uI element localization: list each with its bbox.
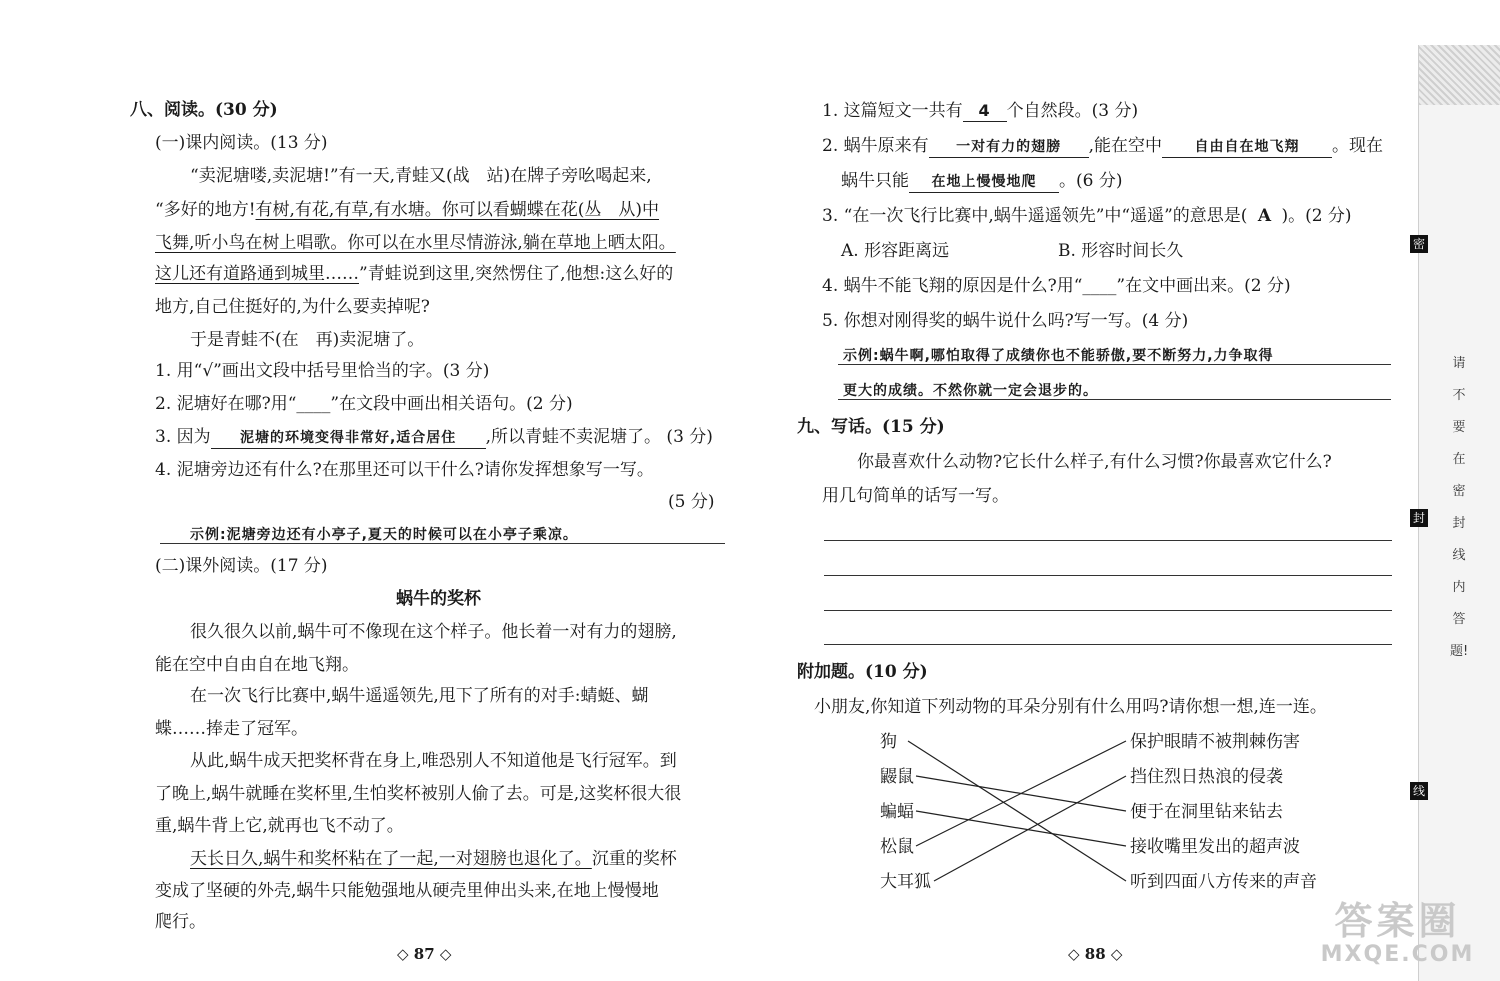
story-line4: 蝶……捧走了冠军。 [155,719,308,739]
right-question2-cont-suffix: 。(6 分) [1059,171,1123,191]
right-question5-answer1: 示例:蜗牛啊,哪怕取得了成绩你也不能骄傲,要不断努力,力争取得 [843,348,1274,364]
use-hear-all: 听到四面八方传来的声音 [1130,872,1317,892]
match-line-fennec [934,776,1126,881]
right-question1-answer: 4 [963,101,1007,122]
question2: 2. 泥塘好在哪?用“____”在文段中画出相关语句。(2 分) [155,394,573,414]
passage1-line4-underlined: 这儿还有道路通到城里…… [155,264,359,284]
right-question3-suffix: )。(2 分) [1281,206,1352,226]
use-ultrasound: 接收嘴里发出的超声波 [1130,837,1300,857]
right-question2-suffix: 。现在 [1332,136,1384,156]
option-a: A. 形容距离远 [841,241,950,261]
seal-line-note: 请不要在密封线内答题! [1450,356,1469,659]
passage1-line2-plain: “多好的地方! [155,200,256,220]
story-line5: 从此,蜗牛成天把奖杯背在身上,唯恐别人不知道他是飞行冠军。到 [190,751,677,771]
right-question5-answer2: 更大的成绩。不然你就一定会退步的。 [843,383,1098,399]
match-line-dog [908,741,1126,881]
story-line2: 能在空中自由自在地飞翔。 [155,655,359,675]
seal-mark-feng: 封 [1410,509,1428,527]
part2-title: (二)课外阅读。(17 分) [155,556,328,576]
right-question4: 4. 蜗牛不能飞翔的原因是什么?用“____”在文中画出来。(2 分) [822,276,1291,296]
option-b: B. 形容时间长久 [1058,241,1184,261]
right-question3-answer: A [1257,206,1272,226]
right-question3-prefix: 3. “在一次飞行比赛中,蜗牛遥遥领先”中“遥遥”的意思是( [822,206,1248,226]
story-line10: 爬行。 [155,912,206,932]
question3-answer: 泥塘的环境变得非常好,适合居住 [211,428,486,449]
story-line6: 了晚上,蜗牛就睡在奖杯里,生怕奖杯被别人偷了去。可是,这奖杯很大很 [155,784,682,804]
use-block-heat: 挡住烈日热浪的侵袭 [1130,767,1283,787]
section9-prompt1: 你最喜欢什么动物?它长什么样子,有什么习惯?你最喜欢它什么? [857,452,1332,472]
seal-mark-xian: 线 [1410,782,1428,800]
page-number-right: ◇ 88 ◇ [1068,945,1123,963]
right-question2-answer3: 在地上慢慢地爬 [909,172,1059,193]
animal-mole: 鼹鼠 [880,767,914,787]
right-question1-suffix: 个自然段。(3 分) [1006,101,1139,121]
question4-score: (5 分) [668,492,715,512]
watermark-line2: MXQE.COM [1320,942,1475,967]
story-line3: 在一次飞行比赛中,蜗牛遥遥领先,甩下了所有的对手:蜻蜓、蝴 [190,686,649,706]
passage1-line5: 地方,自己住挺好的,为什么要卖掉呢? [155,297,430,317]
section9-prompt2: 用几句简单的话写一写。 [822,486,1009,506]
right-question2-mid: ,能在空中 [1088,136,1163,156]
section8-title: 八、阅读。(30 分) [130,100,278,120]
extra-title: 附加题。(10 分) [797,662,928,682]
animal-dog: 狗 [880,732,897,752]
story-line8-underlined: 天长日久,蜗牛和奖杯粘在了一起,一对翅膀也退化了。 [190,849,592,869]
page-number-left: ◇ 87 ◇ [397,945,452,963]
use-protect-eyes: 保护眼睛不被荆棘伤害 [1130,732,1300,752]
right-question1-prefix: 1. 这篇短文一共有 [822,101,963,121]
right-question2-answer1: 一对有力的翅膀 [929,137,1089,158]
question4: 4. 泥塘旁边还有什么?在那里还可以干什么?请你发挥想象写一写。 [155,460,654,480]
right-question2-answer2: 自由自在地飞翔 [1162,137,1332,158]
passage1-line1: “卖泥塘喽,卖泥塘!”有一天,青蛙又(战 站)在牌子旁吆喝起来, [190,166,652,186]
story-line1: 很久很久以前,蜗牛可不像现在这个样子。他长着一对有力的翅膀, [190,622,677,642]
story-line8-plain: 沉重的奖杯 [591,849,677,869]
match-line-bat [916,811,1126,846]
watermark-logo [1300,900,1495,978]
question3-suffix: ,所以青蛙不卖泥塘了。 (3 分) [485,427,713,447]
section9-title: 九、写话。(15 分) [797,417,945,437]
right-question5: 5. 你想对刚得奖的蜗牛说什么吗?写一写。(4 分) [822,311,1189,331]
right-question2-prefix: 2. 蜗牛原来有 [822,136,929,156]
story-line9: 变成了坚硬的外壳,蜗牛只能勉强地从硬壳里伸出头来,在地上慢慢地 [155,881,659,901]
part1-title: (一)课内阅读。(13 分) [155,133,328,153]
passage1-line4-plain: ”青蛙说到这里,突然愣住了,他想:这么好的 [359,264,674,284]
extra-prompt: 小朋友,你知道下列动物的耳朵分别有什么用吗?请你想一想,连一连。 [814,697,1327,717]
watermark-line1: 答案圈 [1334,899,1461,943]
animal-fennec: 大耳狐 [880,872,931,892]
question3-prefix: 3. 因为 [155,427,211,447]
seal-mark-mi: 密 [1410,235,1428,253]
question4-answer: 示例:泥塘旁边还有小亭子,夏天的时候可以在小亭子乘凉。 [190,527,578,543]
passage1-line3: 飞舞,听小鸟在树上唱歌。你可以在水里尽情游泳,躺在草地上晒太阳。 [155,233,676,253]
story-line7: 重,蜗牛背上它,就再也飞不动了。 [155,816,404,836]
passage1-line2-underlined: 有树,有花,有草,有水塘。你可以看蝴蝶在花(丛 从)中 [255,200,660,220]
question1: 1. 用“√”画出文段中括号里恰当的字。(3 分) [155,361,490,381]
animal-squirrel: 松鼠 [880,837,914,857]
margin-pattern [1419,45,1500,105]
animal-bat: 蝙蝠 [880,802,914,822]
story-title: 蜗牛的奖杯 [396,589,481,609]
use-dig-tunnels: 便于在洞里钻来钻去 [1130,802,1283,822]
right-question2-cont-prefix: 蜗牛只能 [841,171,909,191]
passage1-line6: 于是青蛙不(在 再)卖泥塘了。 [190,330,425,350]
